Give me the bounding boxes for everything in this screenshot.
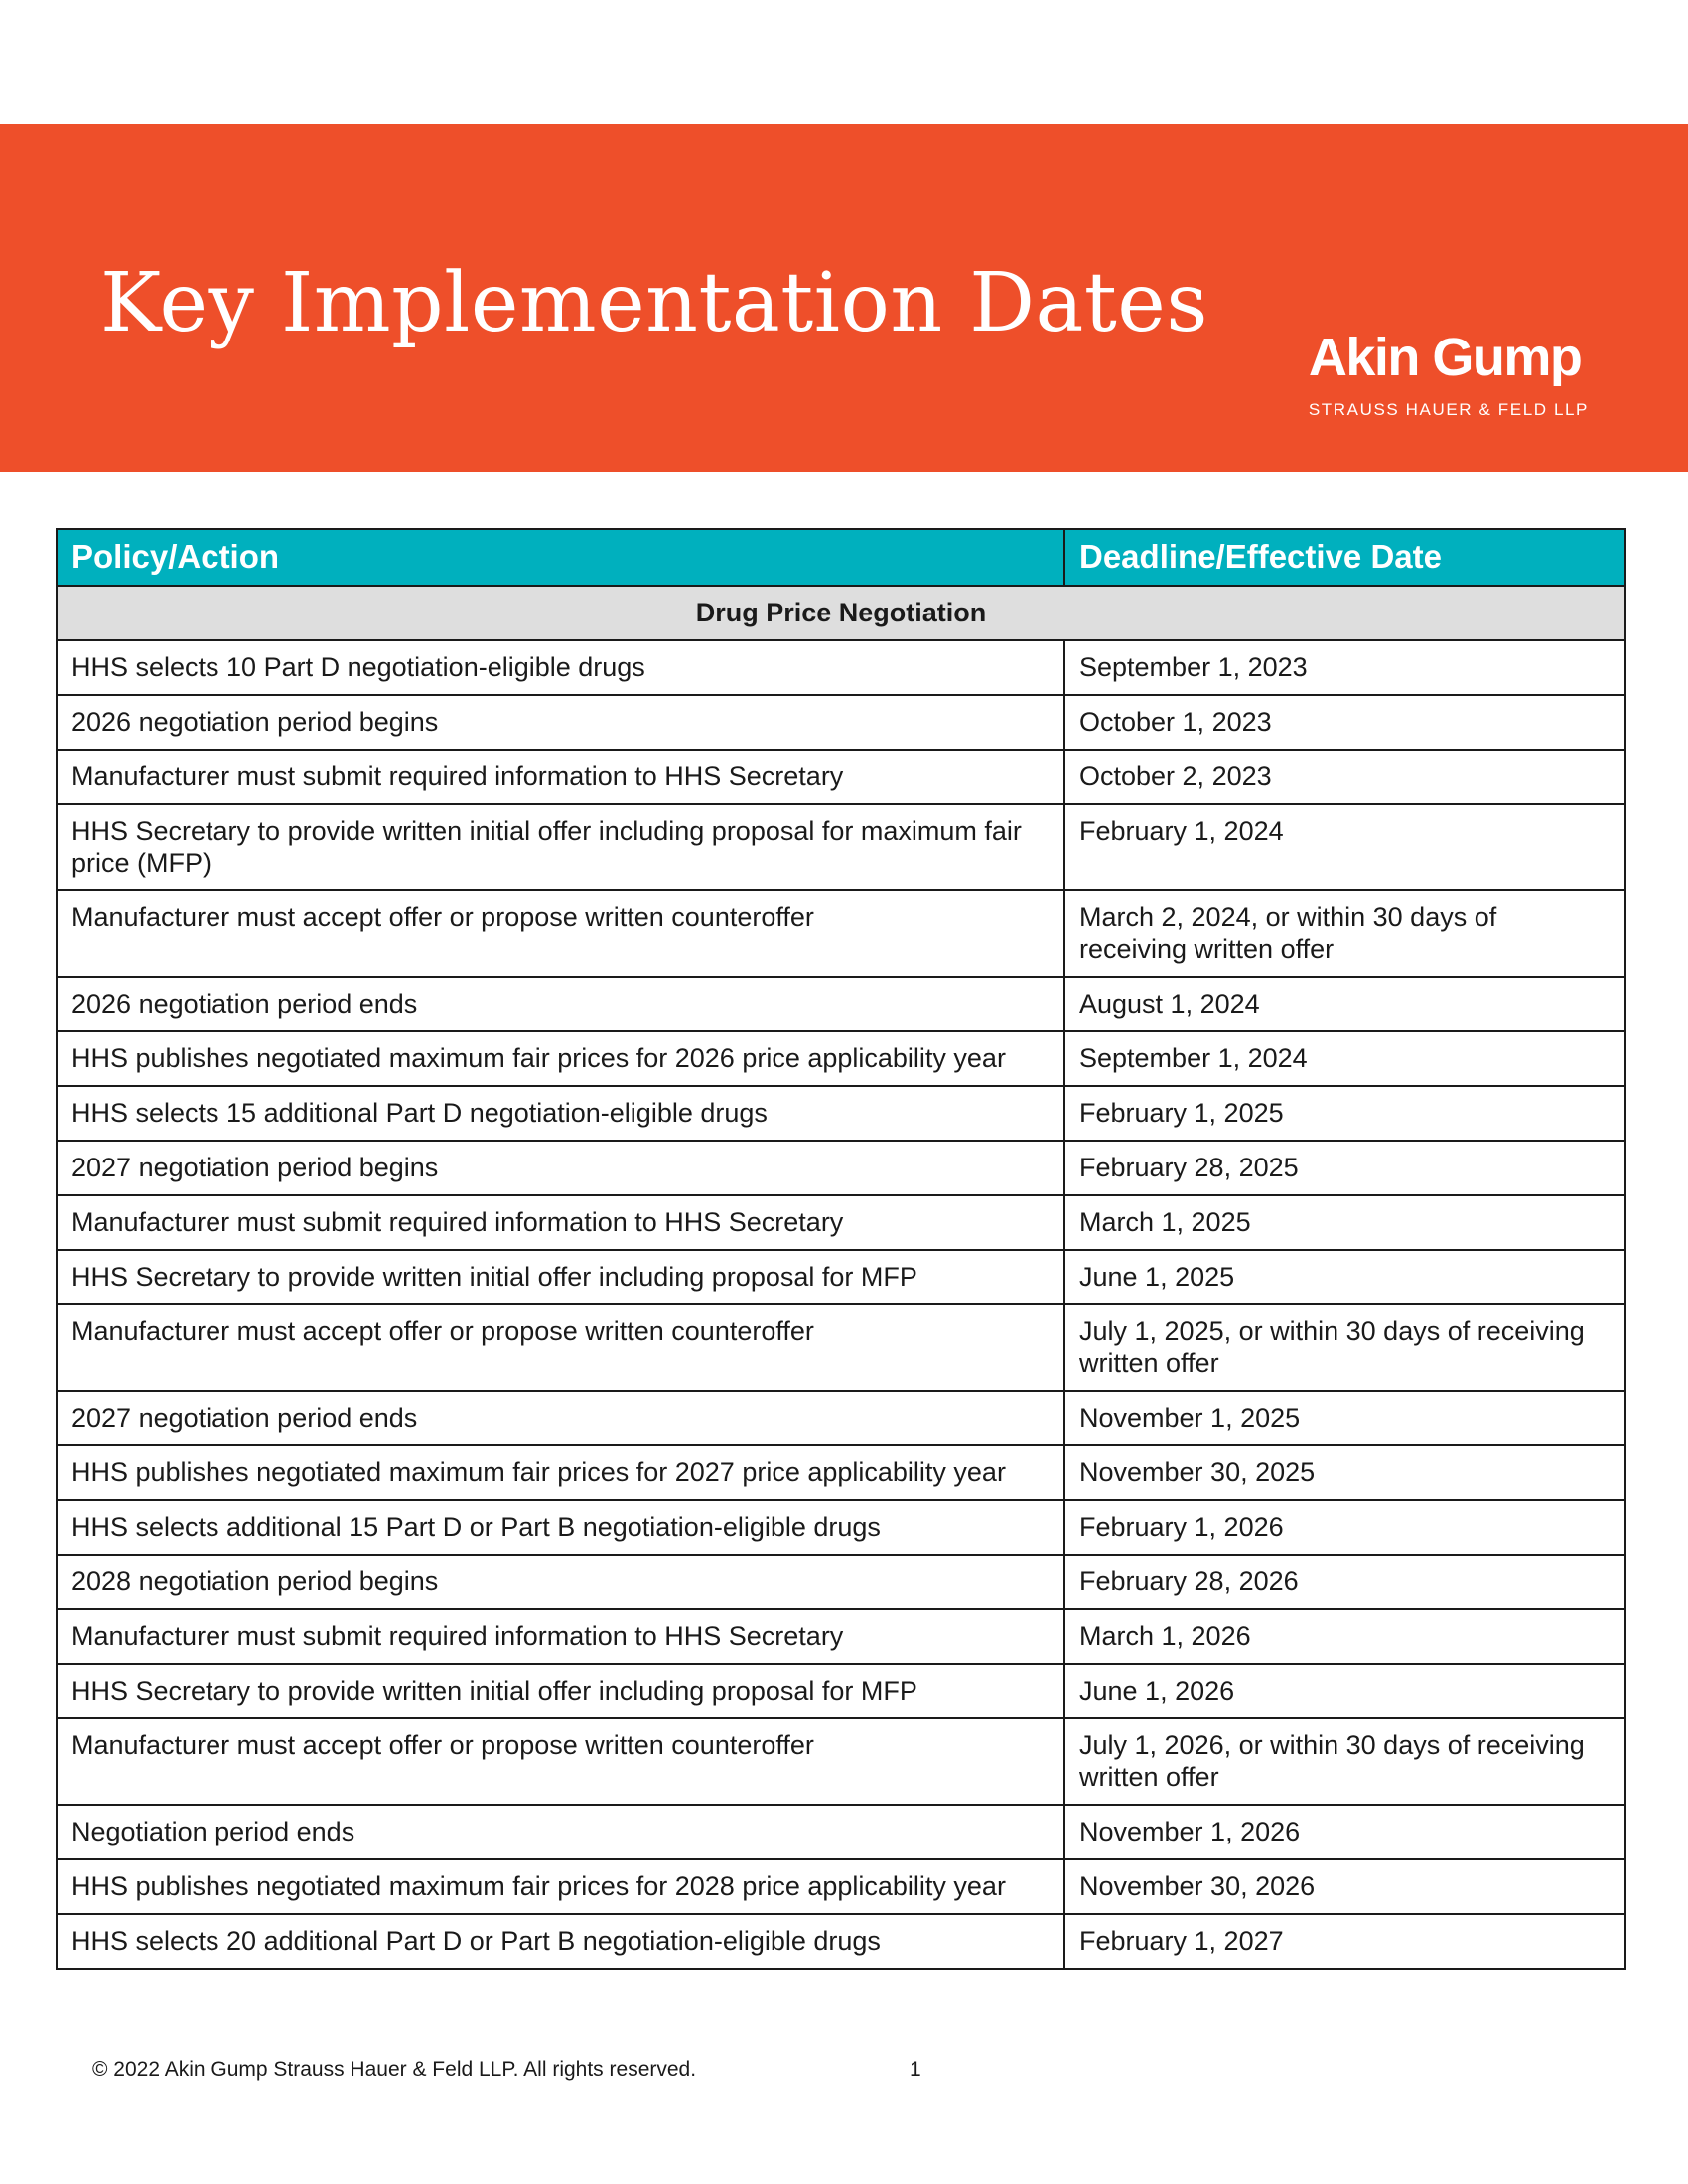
implementation-dates-table xyxy=(56,528,1626,1970)
action-cell: 2026 negotiation period ends xyxy=(57,977,1064,1031)
date-cell: February 1, 2025 xyxy=(1064,1086,1625,1141)
action-cell: Manufacturer must accept offer or propose written counteroffer xyxy=(57,1718,1064,1805)
table-row xyxy=(57,1859,1625,1914)
action-cell: HHS publishes negotiated maximum fair prices for 2027 price applicability year xyxy=(57,1445,1064,1500)
table-row xyxy=(57,1391,1625,1445)
action-cell: Manufacturer must accept offer or propose written counteroffer xyxy=(57,890,1064,977)
table-row xyxy=(57,1555,1625,1609)
date-cell: June 1, 2026 xyxy=(1064,1664,1625,1718)
table-row xyxy=(57,1609,1625,1664)
date-cell: March 1, 2025 xyxy=(1064,1195,1625,1250)
action-cell: HHS selects 15 additional Part D negotiation-eligible drugs xyxy=(57,1086,1064,1141)
table-row xyxy=(57,695,1625,750)
column-header-deadline: Deadline/Effective Date xyxy=(1064,529,1625,586)
action-cell: 2026 negotiation period begins xyxy=(57,695,1064,750)
table-row xyxy=(57,1914,1625,1969)
date-cell: August 1, 2024 xyxy=(1064,977,1625,1031)
copyright-notice: © 2022 Akin Gump Strauss Hauer & Feld LLP. All rights reserved. xyxy=(92,2058,697,2081)
date-cell: October 1, 2023 xyxy=(1064,695,1625,750)
action-cell: HHS selects 20 additional Part D or Part B negotiation-eligible drugs xyxy=(57,1914,1064,1969)
table-row xyxy=(57,1304,1625,1391)
action-cell: 2027 negotiation period begins xyxy=(57,1141,1064,1195)
page-number: 1 xyxy=(910,2058,921,2081)
table-row xyxy=(57,1195,1625,1250)
date-cell: November 30, 2026 xyxy=(1064,1859,1625,1914)
action-cell: HHS selects additional 15 Part D or Part B negotiation-eligible drugs xyxy=(57,1500,1064,1555)
action-cell: 2027 negotiation period ends xyxy=(57,1391,1064,1445)
table-row xyxy=(57,1664,1625,1718)
table-row xyxy=(57,1250,1625,1304)
date-cell: June 1, 2025 xyxy=(1064,1250,1625,1304)
header-banner xyxy=(0,124,1688,472)
table-row xyxy=(57,804,1625,890)
table-row xyxy=(57,750,1625,804)
date-cell: February 28, 2026 xyxy=(1064,1555,1625,1609)
column-header-policy-action: Policy/Action xyxy=(57,529,1064,586)
section-title: Drug Price Negotiation xyxy=(57,586,1625,640)
date-cell: October 2, 2023 xyxy=(1064,750,1625,804)
date-cell: March 1, 2026 xyxy=(1064,1609,1625,1664)
date-cell: November 30, 2025 xyxy=(1064,1445,1625,1500)
date-cell: July 1, 2025, or within 30 days of receiving written offer xyxy=(1064,1304,1625,1391)
table-row xyxy=(57,1805,1625,1859)
action-cell: 2028 negotiation period begins xyxy=(57,1555,1064,1609)
date-cell: March 2, 2024, or within 30 days of receiving written offer xyxy=(1064,890,1625,977)
action-cell: HHS selects 10 Part D negotiation-eligible drugs xyxy=(57,640,1064,695)
action-cell: Manufacturer must submit required information to HHS Secretary xyxy=(57,1195,1064,1250)
action-cell: HHS Secretary to provide written initial offer including proposal for MFP xyxy=(57,1664,1064,1718)
table-header-row xyxy=(57,529,1625,586)
table-row xyxy=(57,640,1625,695)
action-cell: Manufacturer must submit required information to HHS Secretary xyxy=(57,750,1064,804)
action-cell: HHS Secretary to provide written initial offer including proposal for MFP xyxy=(57,1250,1064,1304)
dates-table-container xyxy=(56,528,1624,1970)
table-row xyxy=(57,1445,1625,1500)
table-row xyxy=(57,1086,1625,1141)
date-cell: November 1, 2026 xyxy=(1064,1805,1625,1859)
date-cell: November 1, 2025 xyxy=(1064,1391,1625,1445)
akin-gump-logo xyxy=(1308,328,1589,420)
page-title: Key Implementation Dates xyxy=(100,256,1208,350)
table-row xyxy=(57,1031,1625,1086)
action-cell: HHS publishes negotiated maximum fair prices for 2028 price applicability year xyxy=(57,1859,1064,1914)
date-cell: February 1, 2024 xyxy=(1064,804,1625,890)
action-cell: Manufacturer must submit required information to HHS Secretary xyxy=(57,1609,1064,1664)
logo-name: Akin Gump xyxy=(1308,328,1582,387)
table-row xyxy=(57,977,1625,1031)
table-row xyxy=(57,1141,1625,1195)
date-cell: September 1, 2024 xyxy=(1064,1031,1625,1086)
date-cell: July 1, 2026, or within 30 days of receiving written offer xyxy=(1064,1718,1625,1805)
date-cell: February 28, 2025 xyxy=(1064,1141,1625,1195)
date-cell: February 1, 2027 xyxy=(1064,1914,1625,1969)
date-cell: February 1, 2026 xyxy=(1064,1500,1625,1555)
logo-subtitle: STRAUSS HAUER & FELD LLP xyxy=(1308,400,1589,419)
section-header-row xyxy=(57,586,1625,640)
action-cell: Negotiation period ends xyxy=(57,1805,1064,1859)
date-cell: September 1, 2023 xyxy=(1064,640,1625,695)
action-cell: HHS publishes negotiated maximum fair prices for 2026 price applicability year xyxy=(57,1031,1064,1086)
table-row xyxy=(57,1718,1625,1805)
action-cell: HHS Secretary to provide written initial offer including proposal for maximum fair price (MFP) xyxy=(57,804,1064,890)
action-cell: Manufacturer must accept offer or propose written counteroffer xyxy=(57,1304,1064,1391)
table-row xyxy=(57,890,1625,977)
table-row xyxy=(57,1500,1625,1555)
